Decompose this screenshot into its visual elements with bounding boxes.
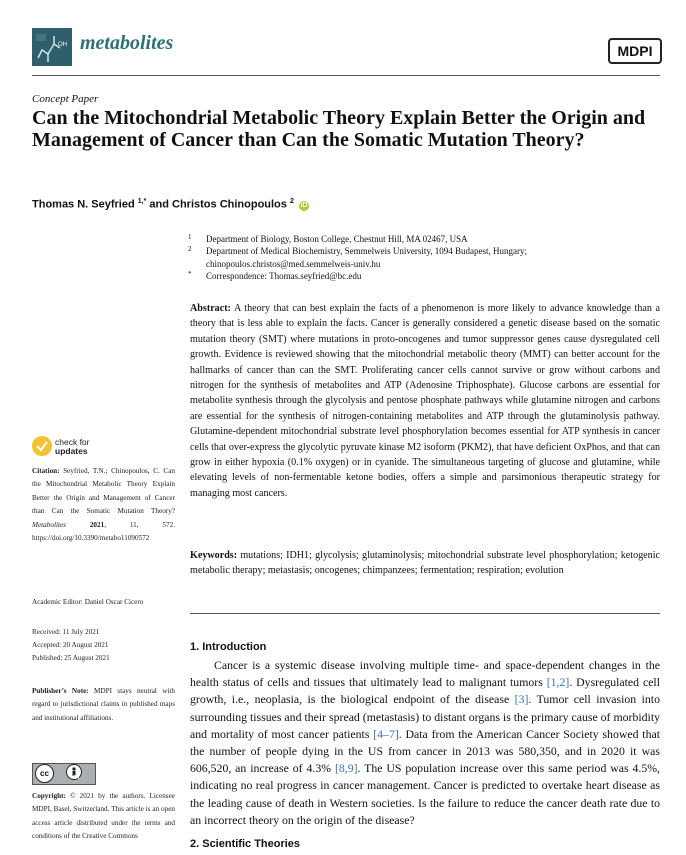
author-2-affil: 2 — [289, 198, 294, 205]
check-for-updates[interactable]: check for updates — [55, 437, 90, 456]
keywords-text: mutations; IDH1; glycolysis; glutaminolysis; mitochondrial substrate level phosphorylation; ketogenic metabolic therapy; metastasis; oncogenes; chimpanzees; fermentation; respiration; evolution — [190, 550, 660, 577]
keywords-rule — [190, 613, 660, 614]
copyright: Copyright: © 2021 by the authors. Licensee MDPI, Basel, Switzerland. This article is an open access article distributed under the terms and conditions of the Creative Commons — [32, 792, 175, 841]
check-for-updates-icon[interactable] — [32, 436, 52, 456]
abstract — [190, 301, 660, 501]
affiliation-2: 2 Department of Medical Biochemistry, Semmelweis University, 1094 Budapest, Hungary; chinopoulos.christos@med.semmelweis-univ.hu — [188, 245, 528, 269]
abstract-label: Abstract: — [190, 303, 231, 314]
correspondence: * Correspondence: Thomas.seyfried@bc.edu — [188, 270, 362, 281]
received-date: Received: 11 July 2021 — [32, 628, 100, 636]
citation: Citation: Seyfried, T.N.; Chinopoulos, C. Can the Mitochondrial Metabolic Theory Explain Better the Origin and Management of Cancer than Can the Somatic Mutation Theory? Metabolites 2021, 11, 572. https://doi.org/10.3390/metabo11090572 — [32, 467, 176, 543]
publisher-logo[interactable]: MDPI — [608, 38, 662, 64]
author-list — [32, 198, 309, 211]
keywords — [190, 548, 660, 579]
author-1-affil: 1,* — [137, 198, 147, 205]
accepted-date: Accepted: 20 August 2021 — [32, 641, 109, 649]
publisher-note: Publisher’s Note: MDPI stays neutral with regard to jurisdictional claims in published maps and institutional affiliations. — [32, 687, 175, 722]
header-rule — [32, 75, 660, 76]
article-title: Can the Mitochondrial Metabolic Theory Explain Better the Origin and Management of Cancer than Can the Somatic Mutation Theory? — [32, 107, 646, 151]
by-label: BY — [73, 775, 80, 781]
citation-link[interactable]: [8,9] — [334, 761, 358, 776]
affiliation-1: 1 Department of Biology, Boston College, Chestnut Hill, MA 02467, USA — [188, 233, 468, 244]
journal-name[interactable]: metabolites — [80, 32, 174, 54]
author-2: Christos Chinopoulos — [172, 198, 287, 211]
cc-icon: cc — [35, 764, 54, 783]
abstract-text: A theory that can best explain the facts of a phenomenon is more likely to advance knowledge than a theory that is less able to explain the facts. Cancer is generally considered a genetic disease based on the somatic mutation theory (SMT) where mutations in proto-oncogenes and tumor suppressor genes cause dysregulated cell growth. Evidence is reviewed showing that the mitochondrial metabolic theory (MMT) can better account for the hallmarks of cancer than can the SMT. Proliferating cancer cells cannot survive or grow without carbons and nitrogen for the synthesis of metabolites and ATP (Adenosine Triphosphate). Glucose carbons are essential for metabolite synthesis through the glycolysis and pentose phosphate pathways while glutamine nitrogen and carbons are essential for the synthesis of nitrogen-containing metabolites and ATP through the glutaminolysis pathway. Glutamine-dependent mitochondrial substrate level phosphorylation becomes essential for ATP synthesis in cancer cells that over-express the glycolytic pyruvate kinase M2 isoform (PKM2), that have deficient OxPhos, and that can grow in either hypoxia (0.1% oxygen) or in cyanide. The simultaneous targeting of glucose and glutamine, while elevating levels of non-fermentable ketone bodies, offers a simple and parsimonious therapeutic strategy for managing most cancers. — [190, 303, 661, 499]
introduction-paragraph: Cancer is a systemic disease involving multiple time- and space-dependent changes in the health status of cells and tissues that ultimately lead to malignant tumors [1,2]. Dysregulated cell growth, i.e., neoplasia, is the biological endpoint of the disease [3]. Tumor cell invasion into surrounding tissues and their spread (metastasis) to distant organs is the primary cause of morbidity and mortality of most cancer patients [4–7]. Data from the American Cancer Society showed that the number of people dying in the US from cancer in 2013 was 580,350, and in 2020 it was 606,520, an increase of 4.3% [8,9]. The US population increase over this same period was 4.5%, indicating no real progress in cancer management. Cancer is predicted to overtake heart disease as the leading cause of death in Western societies. Is the failure to reduce the cancer death rate due to an incorrect theory on the origin of the disease? — [190, 658, 660, 827]
orcid-icon[interactable]: iD — [300, 201, 308, 209]
citation-link[interactable]: [4–7] — [373, 726, 399, 741]
section-heading-introduction: 1. Introduction — [190, 641, 267, 653]
academic-editor: Academic Editor: Daniel Oscar Cicero — [32, 598, 144, 606]
citation-link[interactable]: [3] — [514, 692, 529, 707]
keywords-label: Keywords: — [190, 550, 238, 561]
section-heading-scientific-theories: 2. Scientific Theories — [190, 838, 301, 850]
article-type: Concept Paper — [32, 93, 99, 105]
author-and: and — [149, 198, 173, 211]
citation-link[interactable]: [1,2] — [546, 675, 570, 690]
journal-logo — [32, 28, 72, 66]
logo-text: OH — [58, 42, 67, 48]
author-1: Thomas N. Seyfried — [32, 198, 135, 211]
published-date: Published: 25 August 2021 — [32, 654, 110, 662]
